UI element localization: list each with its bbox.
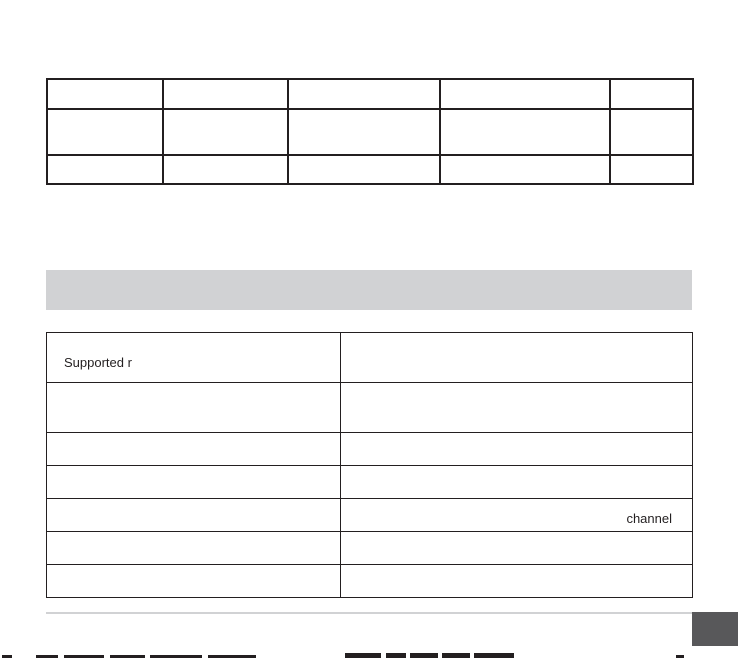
table-cell	[163, 155, 288, 184]
spec-value-cell	[341, 466, 693, 499]
table-row	[47, 109, 693, 155]
table-row	[47, 155, 693, 184]
table-cell	[440, 155, 610, 184]
spec-value-cell	[341, 565, 693, 598]
table-row	[47, 499, 693, 532]
spec-key-cell	[47, 565, 341, 598]
spec-value-cell	[341, 333, 693, 383]
spec-key-cell	[47, 433, 341, 466]
page-number-tab	[692, 612, 738, 646]
section-header-band	[46, 270, 692, 310]
table-cell	[163, 79, 288, 109]
table-cell	[610, 155, 693, 184]
table-cell	[47, 155, 163, 184]
table-cell	[288, 109, 440, 155]
spec-value-cell	[341, 433, 693, 466]
table-row	[47, 79, 693, 109]
table-cell	[163, 109, 288, 155]
spec-key-cell	[47, 466, 341, 499]
table-row	[47, 333, 693, 383]
table-cell	[288, 79, 440, 109]
table-row	[47, 532, 693, 565]
table-cell	[440, 79, 610, 109]
table-row	[47, 383, 693, 433]
table-cell	[288, 155, 440, 184]
spec-value-cell: channel	[341, 499, 693, 532]
table-row	[47, 466, 693, 499]
table-row	[47, 433, 693, 466]
spec-value-cell	[341, 532, 693, 565]
upper-table	[46, 78, 694, 185]
spec-key-cell	[47, 499, 341, 532]
spec-value-cell	[341, 383, 693, 433]
spec-key-cell	[47, 532, 341, 565]
table-cell	[47, 109, 163, 155]
table-cell	[610, 79, 693, 109]
footer-divider	[46, 612, 692, 614]
table-cell	[610, 109, 693, 155]
table-cell	[440, 109, 610, 155]
table-cell	[47, 79, 163, 109]
specification-table	[46, 332, 693, 598]
spec-key-cell	[47, 383, 341, 433]
spec-key-cell: Supported r	[47, 333, 341, 383]
cropped-text-fragments	[0, 651, 738, 659]
table-row	[47, 565, 693, 598]
